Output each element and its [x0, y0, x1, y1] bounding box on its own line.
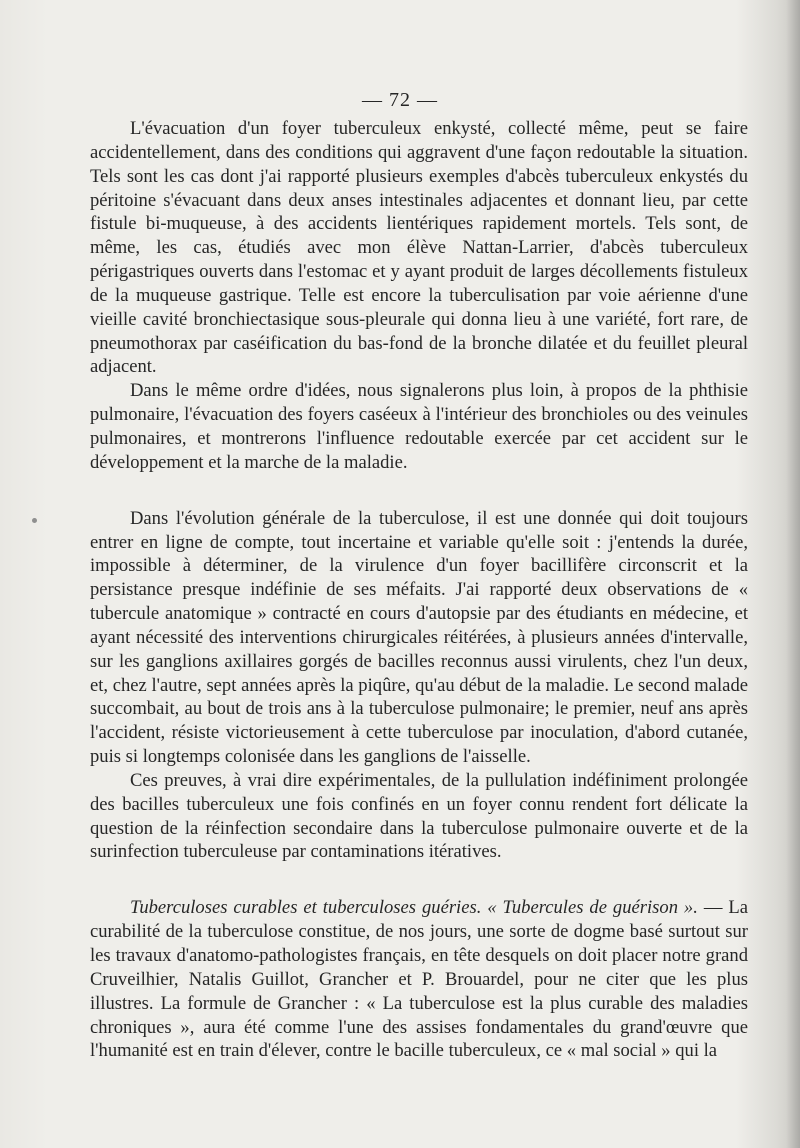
section-heading: Tuberculoses curables et tuberculoses guéries. « Tubercules de guérison ». — [130, 897, 698, 919]
page-number: — 72 — — [362, 89, 438, 111]
body-text — [90, 117, 748, 1063]
paragraph-curabilite — [90, 896, 748, 1063]
paragraph-evacuation: L'évacuation d'un foyer tuberculeux enkysté, collecté même, peut se faire accidentellement, dans des conditions qui aggravent d'une façon redoutable la situation. Tels sont les cas dont j'ai rapporté plusieurs exemples d'abcès tuberculeux enkystés du péritoine s'évacuant dans deux anses intestinales adjacentes et donnant lieu, par cette fistule bi-muqueuse, à des accidents lientériques rapidement mortels. Tels sont, de même, les cas, étudiés avec mon élève Nattan-Larrier, d'abcès tuberculeux périgastriques ouverts dans l'estomac et y ayant produit de larges décollements fistuleux de la muqueuse gastrique. Telle est encore la tuberculisation par voie aérienne d'une vieille cavité bronchiectasique sous-pleurale qui donna lieu à une variété, fort rare, de pneumothorax par caséification du bas-fond de la bronche dilatée et du feuillet pleural adjacent. — [90, 118, 748, 378]
paragraph-preuves: Ces preuves, à vrai dire expérimentales, de la pullulation indéfiniment prolongée des bacilles tuberculeux une fois confinés en un foyer connu rendent fort délicate la question de la réinfection secondaire dans la tuberculose pulmonaire ouverte et de la surinfection tuberculeuse par contaminations itératives. — [90, 769, 748, 863]
page-edge-shadow — [786, 0, 800, 1148]
paragraph-phthisie: Dans le même ordre d'idées, nous signalerons plus loin, à propos de la phthisie pulmonaire, l'évacuation des foyers caséeux à l'intérieur des bronchioles ou des veinules pulmonaires, et montrerons l'influence redoutable exercée par cet accident sur le développement et la marche de la maladie. — [90, 380, 748, 473]
paragraph-evolution: Dans l'évolution générale de la tuberculose, il est une donnée qui doit toujours entrer en ligne de compte, tout incertaine et variable qu'elle soit : j'entends la durée, impossible à déterminer, de la virulence d'un foyer bacillifère circonscrit et la persistance presque indéfinie de ses méfaits. J'ai rapporté deux observations de « tubercule anatomique » contracté en cours d'autopsie par des étudiants en médecine, et ayant nécessité des interventions chirurgicales réitérées, à plusieurs années d'intervalle, sur les ganglions axillaires gorgés de bacilles reconnus aussi virulents, chez l'un deux, et, chez l'autre, sept années après la piqûre, qu'au début de la maladie. Le second malade succombait, au bout de trois ans à la tuberculose pulmonaire; le premier, neuf ans après l'accident, résiste victorieusement à cette tuberculose par inoculation, d'abord cutanée, puis si longtemps colonisée dans les ganglions de l'aisselle. — [90, 507, 748, 768]
margin-dot — [32, 518, 37, 523]
section-text: — La curabilité de la tuberculose constitue, de nos jours, une sorte de dogme basé surtout sur les travaux d'anatomo-pathologistes français, en tête desquels on doit placer notre grand Cruveilhier, Natalis Guillot, Grancher et P. Brouardel, pour ne citer que les plus illustres. La formule de Grancher : « La tuberculose est la plus curable des maladies chroniques », aura été comme l'une des assises fondamentales du grand'œuvre que l'humanité est en train d'élever, contre le bacille tuberculeux, ce « mal social » qui la — [90, 897, 748, 1062]
